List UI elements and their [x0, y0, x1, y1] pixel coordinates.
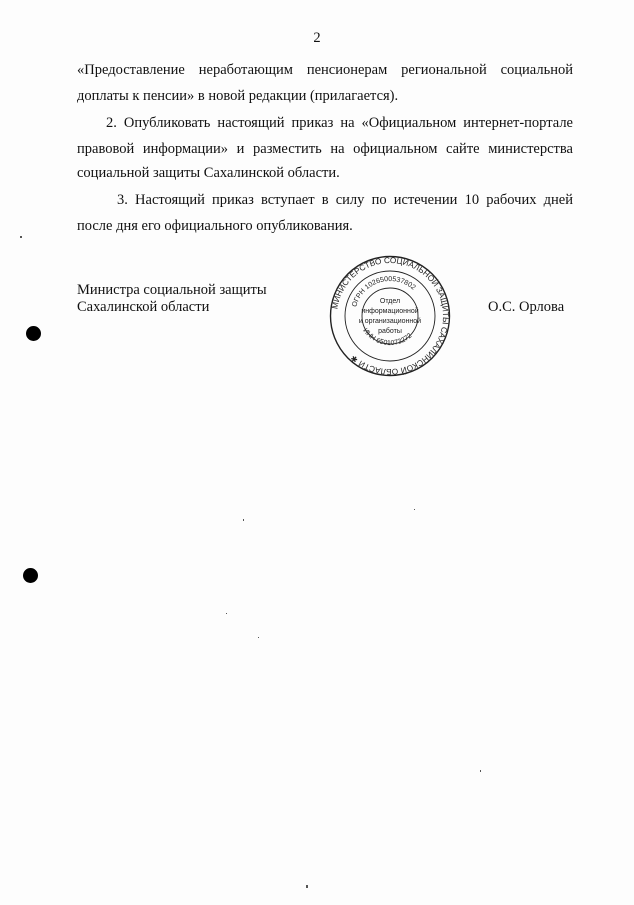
signatory-name: О.С. Орлова: [488, 299, 565, 315]
seal-inn-text: ИНН 6501073272: [361, 327, 414, 348]
scan-speck: [414, 509, 415, 510]
paragraph-2-line-2: правовой информации» и разместить на официальном сайте министерства: [77, 141, 573, 157]
scan-speck: [480, 770, 481, 772]
official-seal-stamp: [329, 255, 451, 377]
scan-speck: [258, 637, 259, 638]
paragraph-2-line-3: социальной защиты Сахалинской области.: [77, 165, 340, 181]
seal-ogrn-text: ОГРН 1026500537802: [351, 275, 417, 308]
paragraph-1-line-2: доплаты к пенсии» в новой редакции (прилагается).: [77, 88, 399, 104]
paragraph-1-line-1: «Предоставление неработающим пенсионерам региональной социальной: [77, 62, 573, 78]
seal-outer-text: МИНИСТЕРСТВО СОЦИАЛЬНОЙ ЗАЩИТЫ САХАЛИНСКОЙ ОБЛАСТИ ✱: [330, 255, 451, 377]
scan-speck: [306, 885, 308, 888]
scan-speck: [243, 519, 244, 521]
paragraph-3-line-1: 3. Настоящий приказ вступает в силу по истечении 10 рабочих дней: [117, 192, 573, 208]
paragraph-3-line-2: после дня его официального опубликования.: [77, 218, 353, 234]
punch-hole-bottom: [23, 568, 38, 583]
paragraph-2-line-1: 2. Опубликовать настоящий приказ на «Официальном интернет-портале: [106, 115, 573, 131]
punch-hole-top: [26, 326, 41, 341]
seal-center-line-4: работы: [378, 328, 402, 335]
signatory-title-line-2: Сахалинской области: [77, 299, 210, 315]
scan-speck: [20, 236, 22, 238]
signatory-title-line-1: Министра социальной защиты: [77, 282, 267, 298]
page-number: 2: [313, 30, 321, 46]
seal-center-line-2: информационной: [361, 308, 419, 315]
seal-center-line-1: Отдел: [379, 298, 401, 305]
scan-speck: [226, 613, 227, 614]
seal-center-line-3: и организационной: [358, 318, 422, 325]
